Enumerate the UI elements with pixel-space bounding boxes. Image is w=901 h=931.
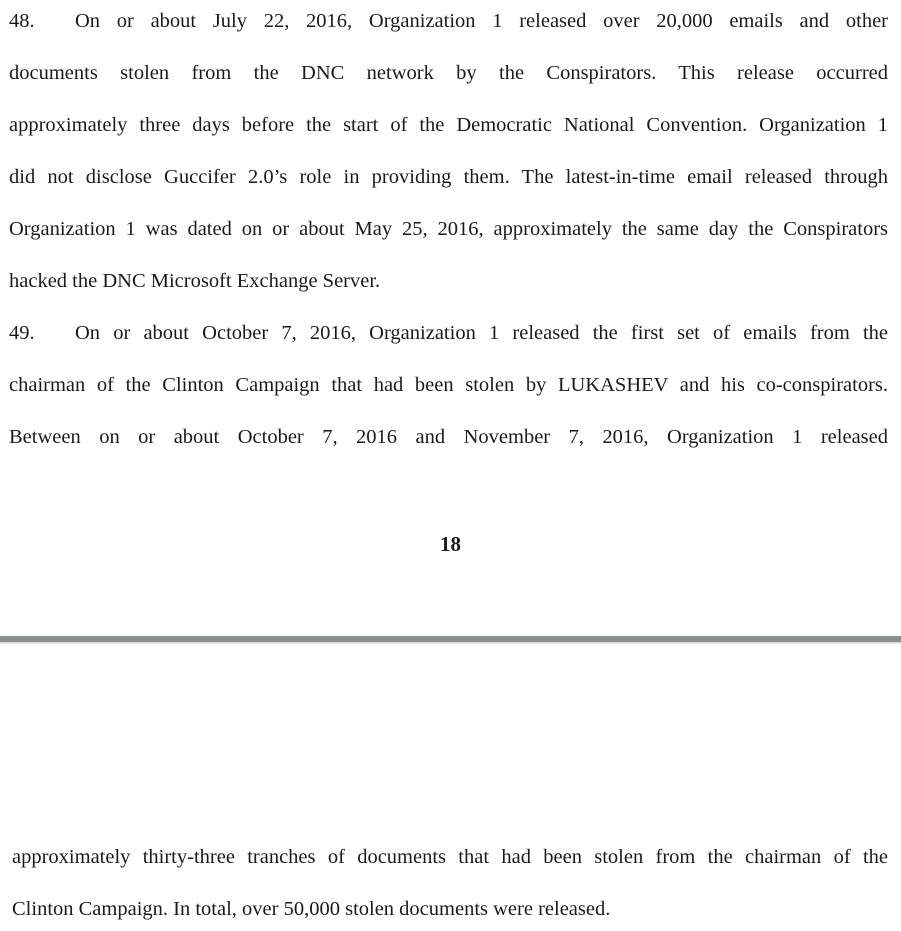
paragraph-48-line-6: hacked the DNC Microsoft Exchange Server.: [9, 270, 381, 292]
paragraph-48-line-4: did not disclose Guccifer 2.0’s role in providing them. The latest-in-time email released through: [9, 166, 888, 188]
line-text: On or about October 7, 2016, Organization 1 released the first set of emails from the: [75, 322, 888, 344]
document-page-19: [0, 644, 901, 931]
continuation-line-2: Clinton Campaign. In total, over 50,000 stolen documents were released.: [12, 898, 611, 920]
line-text: On or about July 22, 2016, Organization 1 released over 20,000 emails and other: [75, 10, 888, 32]
paragraph-number: 49.: [9, 322, 35, 344]
paragraph-number: 48.: [9, 10, 35, 32]
continuation-line-1: approximately thirty-three tranches of documents that had been stolen from the chairman of the: [12, 846, 888, 868]
page-break-divider: [0, 634, 901, 644]
paragraph-48-line-3: approximately three days before the start of the Democratic National Convention. Organization 1: [9, 114, 888, 136]
paragraph-48-line-1: [9, 8, 888, 34]
page-number: 18: [440, 532, 461, 556]
paragraph-49-line-2: chairman of the Clinton Campaign that had been stolen by LUKASHEV and his co-conspirators.: [9, 374, 888, 396]
paragraph-49-line-3: Between on or about October 7, 2016 and November 7, 2016, Organization 1 released: [9, 426, 888, 448]
paragraph-49-line-1: [9, 320, 888, 346]
paragraph-48-line-2: documents stolen from the DNC network by the Conspirators. This release occurred: [9, 62, 888, 84]
paragraph-48-line-5: Organization 1 was dated on or about May 25, 2016, approximately the same day the Conspirators: [9, 218, 888, 240]
